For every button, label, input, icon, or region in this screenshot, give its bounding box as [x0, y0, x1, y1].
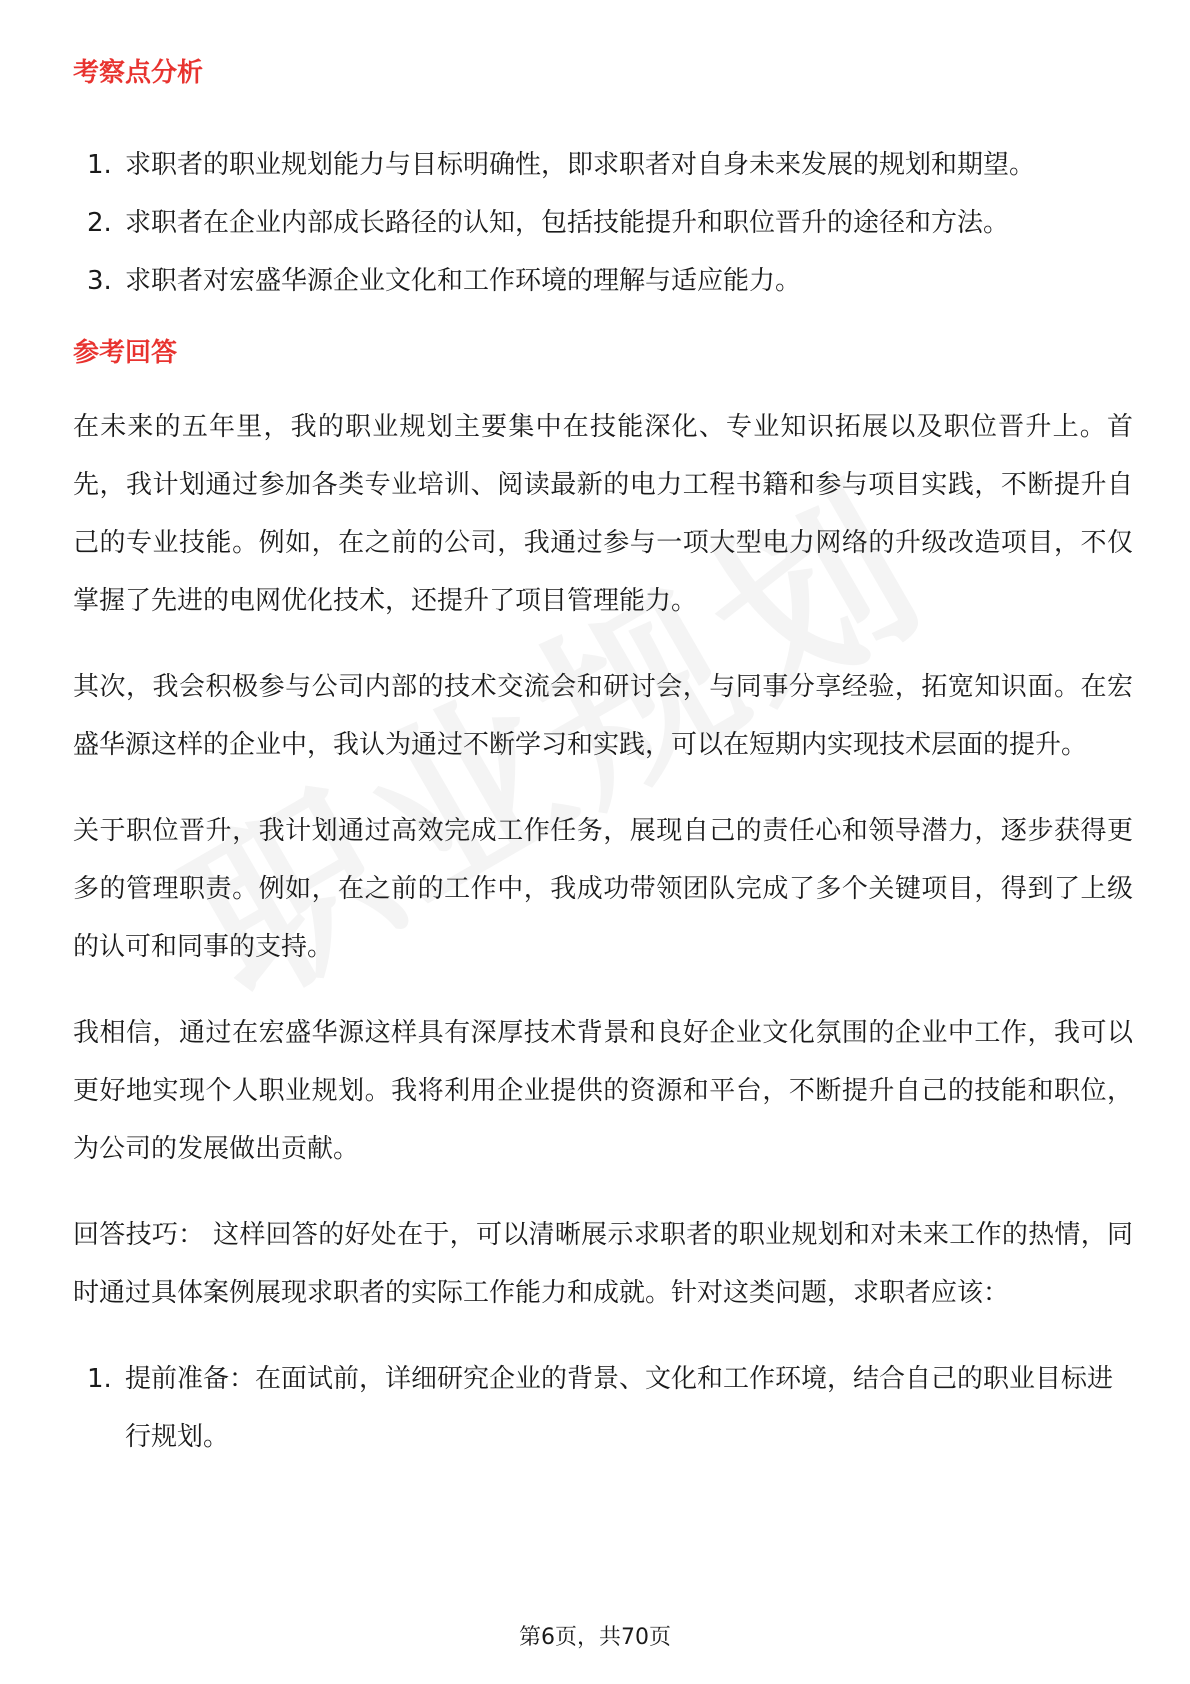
list-item: [73, 252, 1133, 310]
tips-list: [73, 1350, 1133, 1466]
list-text: 求职者对宏盛华源企业文化和工作环境的理解与适应能力。: [125, 266, 802, 296]
answer-paragraph: 关于职位晋升，我计划通过高效完成工作任务，展现自己的责任心和领导潜力，逐步获得更多的管理职责。例如，在之前的工作中，我成功带领团队完成了多个关键项目，得到了上级的认可和同事的支持。: [73, 816, 1133, 962]
answer-paragraph: 我相信，通过在宏盛华源这样具有深厚技术背景和良好企业文化氛围的企业中工作，我可以更好地实现个人职业规划。我将利用企业提供的资源和平台，不断提升自己的技能和职位，为公司的发展做出贡献。: [73, 1018, 1133, 1164]
page-footer: 第6页，共70页: [519, 1625, 671, 1650]
analysis-list: [73, 136, 1133, 310]
list-text: 提前准备：在面试前，详细研究企业的背景、文化和工作环境，结合自己的职业目标进行规划。: [125, 1364, 1114, 1452]
list-number: 2.: [87, 208, 112, 238]
list-item: [73, 194, 1133, 252]
content: [73, 48, 1133, 1466]
list-number: 1.: [87, 1364, 112, 1394]
section-title-analysis: 考察点分析: [73, 58, 204, 88]
list-text: 求职者在企业内部成长路径的认知，包括技能提升和职位晋升的途径和方法。: [125, 208, 1010, 238]
list-item: [73, 1350, 1133, 1466]
list-text: 求职者的职业规划能力与目标明确性，即求职者对自身未来发展的规划和期望。: [125, 150, 1036, 180]
tips-paragraph: 回答技巧： 这样回答的好处在于，可以清晰展示求职者的职业规划和对未来工作的热情，同时通过具体案例展现求职者的实际工作能力和成就。针对这类问题，求职者应该：: [73, 1220, 1133, 1308]
section-title-answer: 参考回答: [73, 338, 178, 368]
list-number: 3.: [87, 266, 112, 296]
list-item: [73, 136, 1133, 194]
list-number: 1.: [87, 150, 112, 180]
answer-paragraph: 在未来的五年里，我的职业规划主要集中在技能深化、专业知识拓展以及职位晋升上。首先，我计划通过参加各类专业培训、阅读最新的电力工程书籍和参与项目实践，不断提升自己的专业技能。例如，在之前的公司，我通过参与一项大型电力网络的升级改造项目，不仅掌握了先进的电网优化技术，还提升了项目管理能力。: [73, 412, 1133, 616]
answer-paragraph: 其次，我会积极参与公司内部的技术交流会和研讨会，与同事分享经验，拓宽知识面。在宏盛华源这样的企业中，我认为通过不断学习和实践，可以在短期内实现技术层面的提升。: [73, 672, 1133, 760]
